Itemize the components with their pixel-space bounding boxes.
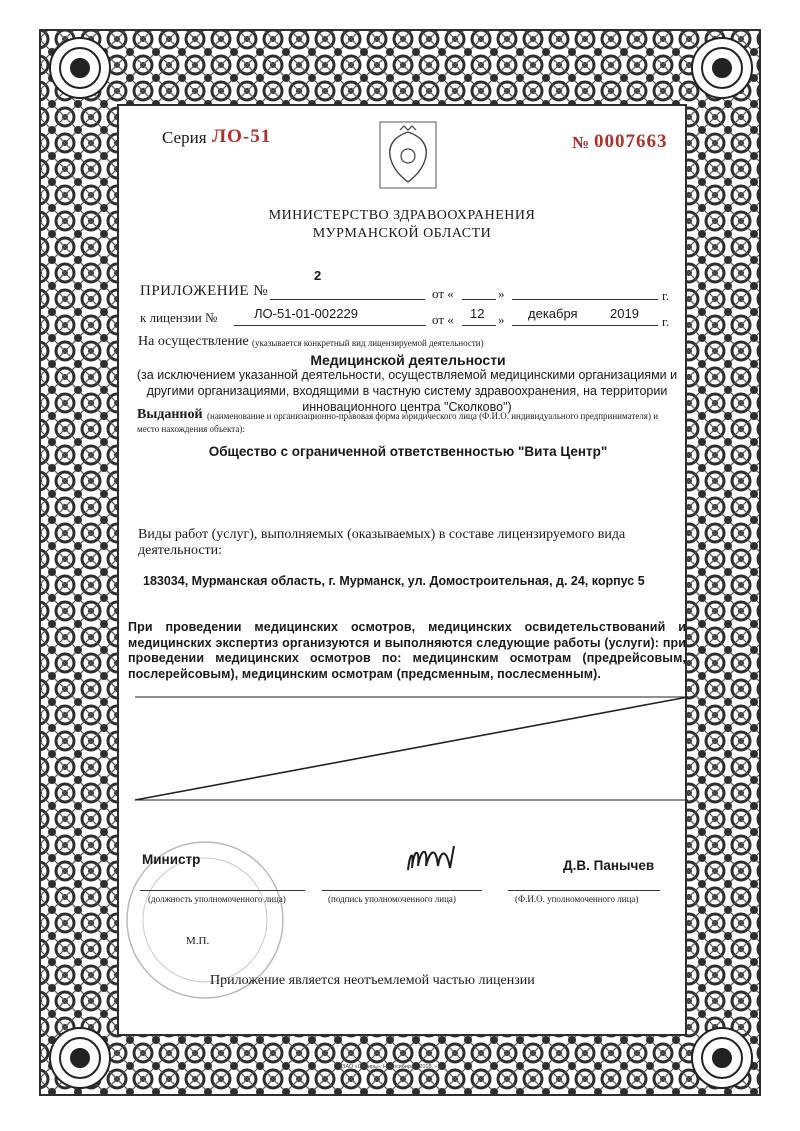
license-date-close: » (498, 312, 505, 327)
ministry-name-line2: МУРМАНСКОЙ ОБЛАСТИ (312, 226, 492, 241)
appendix-number: 2 (314, 268, 322, 283)
works-services: При проведении медицинских осмотров, медицинских освидетельствований и медицинских экспертиз организуются и выполняются следующие работы (услуги): при проведении медицинских осмотров по: медицинским осмотрам (предрейсовым, послерейсовым), медицинским осмотрам (предсменным, послесменным). (128, 620, 686, 681)
name-hint: (Ф.И.О. уполномоченного лица) (515, 894, 639, 904)
license-year: 2019 (610, 306, 639, 321)
printer-imprint: ЗАО «Сибирь», Новосибирск, 2018, «Б» (342, 1064, 445, 1070)
cancel-diagonal-line (135, 697, 688, 800)
ministry-name-line1: МИНИСТЕРСТВО ЗДРАВООХРАНЕНИЯ (268, 208, 536, 223)
signature-hint: (подпись уполномоченного лица) (328, 894, 456, 904)
number-label: № (572, 133, 590, 152)
license-label: к лицензии № (140, 310, 218, 325)
activity-label: На осуществление (138, 334, 249, 349)
license-form-number: 0007663 (594, 131, 668, 152)
corner-rosette-tl (50, 38, 110, 98)
license-day: 12 (470, 306, 485, 321)
activity-hint: (указывается конкретный вид лицензируемой деятельности) (252, 338, 484, 348)
appendix-date-close: » (498, 286, 505, 301)
license-year-suffix: г. (662, 314, 670, 329)
appendix-year-suffix: г. (662, 288, 670, 303)
issued-label: Выданной (137, 407, 203, 422)
works-address: 183034, Мурманская область, г. Мурманск, ул. Домостроительная, д. 24, корпус 5 (143, 574, 645, 588)
appendix-note: Приложение является неотъемлемой частью лицензии (210, 973, 535, 988)
appendix-label: ПРИЛОЖЕНИЕ № (140, 283, 269, 299)
appendix-date-open: от « (432, 286, 454, 301)
signer-name: Д.В. Панычев (563, 858, 655, 873)
license-month: декабря (528, 306, 578, 321)
series-label: Серия (162, 128, 207, 147)
corner-rosette-tr (692, 38, 752, 98)
works-label: Виды работ (услуг), выполняемых (оказываемых) в составе лицензируемого вида деятельности: (138, 527, 626, 558)
license-date-open: от « (432, 312, 454, 327)
coat-of-arms-emblem (380, 122, 436, 188)
handwritten-signature (408, 846, 454, 870)
series-value: ЛО-51 (212, 126, 272, 147)
corner-rosette-br (692, 1028, 752, 1088)
position-hint: (должность уполномоченного лица) (148, 894, 286, 904)
activity-title: Медицинской деятельности (310, 352, 506, 368)
corner-rosette-bl (50, 1028, 110, 1088)
issued-hint: (наименование и организационно-правовая форма юридического лица (Ф.И.О. индивидуального предпринимателя) и место нахождения объекта): (137, 411, 659, 434)
stamp-label: М.П. (186, 935, 210, 947)
license-number: ЛО-51-01-002229 (254, 306, 358, 321)
signer-position: Министр (142, 852, 201, 867)
organization-name: Общество с ограниченной ответственностью "Вита Центр" (208, 444, 608, 459)
activity-description: (за исключением указанной деятельности, осуществляемой медицинскими организациями и другими организациями, входящими в частную систему здравоохранения, на территории инновационного центра "Сколково") (136, 368, 678, 414)
